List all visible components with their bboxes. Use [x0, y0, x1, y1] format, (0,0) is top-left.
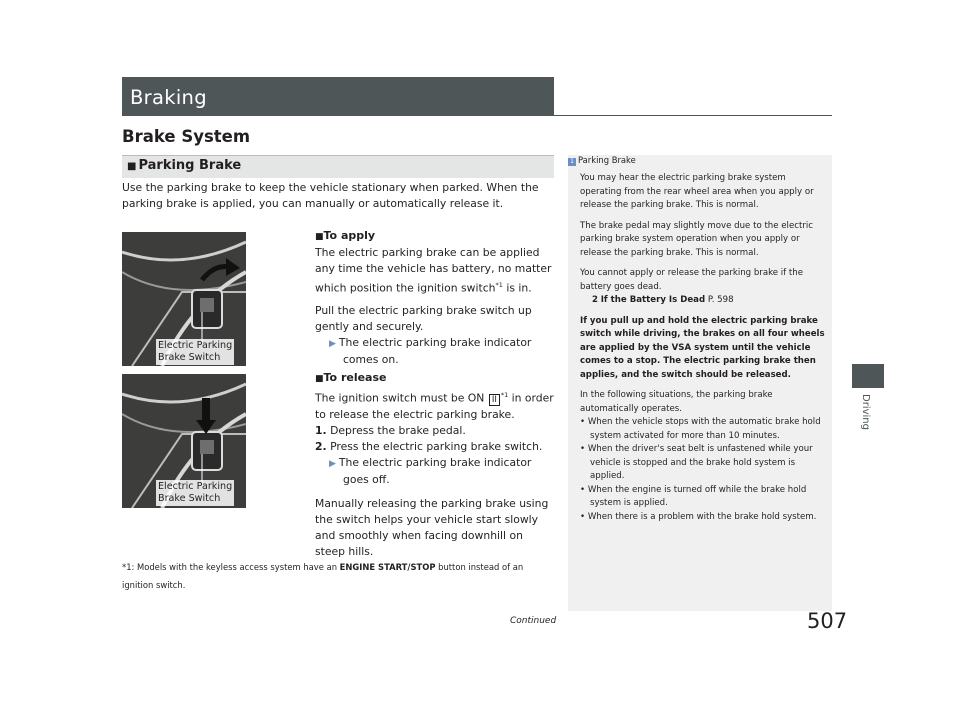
- section-title: Braking: [130, 86, 207, 109]
- release-step-1: 1. Depress the brake pedal.: [315, 423, 466, 437]
- sidebar-bullet: • When the engine is turned off while the brake hold system is applied.: [580, 484, 807, 508]
- release-step-2: 2. Press the electric parking brake switch.: [315, 439, 543, 453]
- ignition-key-icon: II: [489, 394, 500, 406]
- result-arrow-icon: ▶: [329, 338, 336, 349]
- apply-result: ▶ The electric parking brake indicator comes on.: [329, 335, 532, 366]
- intro-paragraph: Use the parking brake to keep the vehicle stationary when parked. When the parking brake is applied, you can manually or automatically release it.: [122, 181, 539, 210]
- sidebar-paragraph-4: If you pull up and hold the electric parking brake switch while driving, the brakes on all four wheels are applied by the VSA system until the vehicle comes to a stop. The electric parking brake then applies, and the switch should be released.: [580, 315, 825, 380]
- chapter-tab: [852, 364, 884, 388]
- note-icon: 1: [568, 158, 576, 166]
- continued-label: Continued: [510, 616, 557, 626]
- sidebar-paragraph-2: The brake pedal may slightly move due to the electric parking brake system operation when you apply or release the parking brake. This is normal.: [580, 220, 813, 258]
- apply-heading: ■To apply: [315, 229, 376, 242]
- apply-text-1: The electric parking brake can be applied any time the vehicle has battery, no matter which position the ignition switch$^{*1}$ is in.: [315, 246, 552, 295]
- photo-label-1: Electric Parking Brake Switch: [158, 340, 233, 363]
- sidebar-reference-link[interactable]: 2 If the Battery Is Dead P. 598: [592, 295, 734, 305]
- subheading-title: Parking Brake: [138, 158, 242, 173]
- sidebar-paragraph-5: In the following situations, the parking brake automatically operates.: [580, 390, 773, 414]
- chapter-label: Driving: [860, 394, 871, 430]
- result-arrow-icon: ▶: [329, 458, 336, 469]
- page-number: 507: [807, 609, 848, 633]
- subheading: [127, 158, 241, 173]
- sidebar-body: [580, 172, 826, 524]
- sidebar-bullet: • When there is a problem with the brake hold system.: [580, 511, 817, 522]
- sidebar-paragraph-3: You cannot apply or release the parking brake if the battery goes dead.: [580, 268, 804, 292]
- release-section: [315, 370, 555, 560]
- sidebar-bullet: • When the vehicle stops with the automatic brake hold system activated for more than 10 minutes.: [580, 417, 821, 441]
- sidebar-bullet: • When the driver's seat belt is unfastened while your vehicle is stopped and the brake hold system is applied.: [580, 444, 813, 481]
- subheading-marker: ■: [127, 161, 137, 172]
- release-text-2: Manually releasing the parking brake using the switch helps your vehicle start slowly and smoothly when facing downhill on steep hills.: [315, 496, 549, 558]
- apply-text-2: Pull the electric parking brake switch up gently and securely.: [315, 303, 532, 333]
- page-heading: Brake System: [122, 127, 251, 146]
- apply-section: [315, 228, 555, 368]
- sidebar-paragraph-1: You may hear the electric parking brake system operating from the rear wheel area when you apply or release the parking brake. This is normal.: [580, 173, 814, 210]
- footnote: *1: Models with the keyless access system have an ENGINE START/STOP button instead of an ignition switch.: [122, 562, 524, 590]
- photo-label-2: Electric Parking Brake Switch: [158, 481, 233, 504]
- release-text-1: The ignition switch must be ON II $^{*1}$ in order to release the electric parking brake.: [315, 391, 554, 421]
- release-heading: ■To release: [315, 371, 387, 384]
- release-result: ▶ The electric parking brake indicator goes off.: [329, 455, 532, 486]
- sidebar-heading: 1 Parking Brake: [568, 155, 636, 166]
- section-header-rule: [122, 115, 832, 116]
